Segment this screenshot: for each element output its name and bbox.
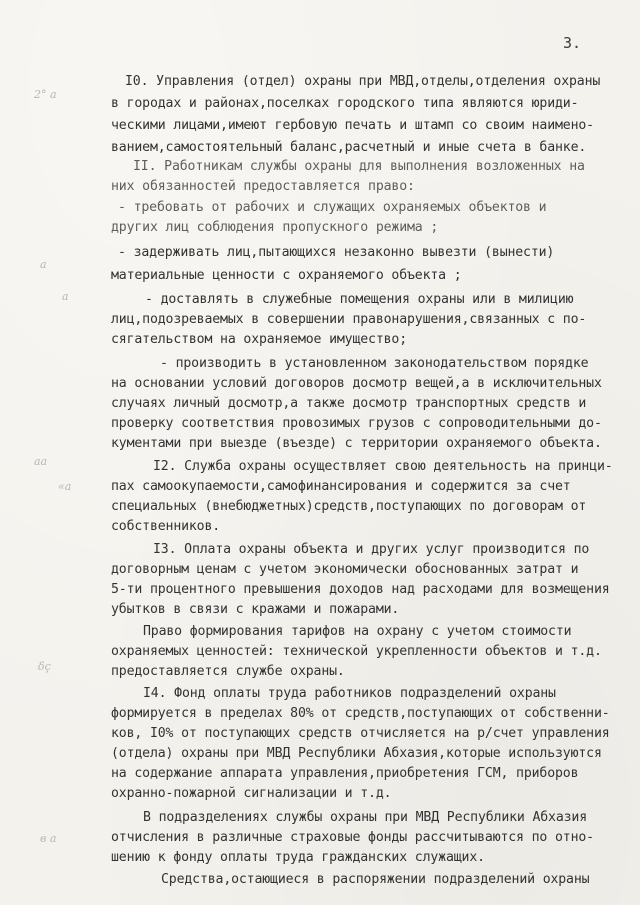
text-line: собственников. [111,519,221,534]
text-line: на основании условий договоров досмотр вещей,а в исключительных [111,376,602,391]
text-line: материальные ценности с охраняемого объекта ; [111,268,462,283]
text-line: них обязанностей предоставляется право: [111,179,415,194]
text-line: (отдела) охраны при МВД Республики Абхазия,которые используются [111,746,602,761]
text-line: формируется в пределах 80% от средств,поступающих от собственни- [111,706,610,721]
text-line: проверку соответствия провозимых грузов с сопроводительными до- [111,416,602,431]
text-line: лиц,подозреваемых в совершении правонарушения,связанных с по- [111,312,587,327]
text-line: других лиц соблюдения пропускного режима ; [111,220,439,235]
text-line: - задерживать лиц,пытающихся незаконно вывезти (вынести) [118,245,555,260]
text-line: I4. Фонд оплаты труда работников подразделений охраны [143,686,556,701]
text-line: убытков в связи с кражами и пожарами. [111,602,400,617]
text-line: ков, I0% от поступающих средств отчисляется на р/счет управления [111,726,610,741]
text-line: Средства,остающиеся в распоряжении подразделений охраны [161,872,590,887]
text-line: I2. Служба охраны осуществляет свою деятельность на принци- [153,459,613,474]
text-line: I3. Оплата охраны объекта и других услуг производится по [153,542,590,557]
text-line: пах самоокупаемости,самофинансирования и содержится за счет [111,479,571,494]
margin-mark: «а [58,480,72,493]
text-line: 5-ти процентного превышения доходов над расходами для возмещения [111,582,610,597]
text-line: договорным ценам с учетом экономически обоснованных затрат и [111,562,579,577]
text-line: II. Работникам службы охраны для выполнения возложенных на [133,159,585,174]
margin-mark: а [40,258,47,271]
margin-mark: δç [38,660,51,673]
text-line: отчисления в различные страховые фонды рассчитываются по отно- [111,830,594,845]
margin-mark: 2° а [34,88,57,101]
text-line: Право формирования тарифов на охрану с учетом стоимости [143,624,572,639]
text-line: В подразделениях службы охраны при МВД Республики Абхазия [143,810,588,825]
text-line: специальных (внебюджетных)средств,поступающих по договорам от [111,499,587,514]
text-line: в городах и районах,поселках городского типа являются юриди- [111,96,579,111]
text-line: - производить в установленном законодательством порядке [160,356,589,371]
text-line: I0. Управления (отдел) охраны при МВД,отделы,отделения охраны [125,74,601,89]
page-number: 3. [563,34,582,52]
margin-mark: аа [34,455,48,468]
text-line: охранно-пожарной сигнализации и т.д. [111,786,392,801]
margin-mark: в а [40,832,57,845]
text-line: - требовать от рабочих и служащих охраняемых объектов и [118,200,547,215]
text-line: - доставлять в служебные помещения охраны или в милицию [145,292,574,307]
text-line: случаях личный досмотр,а также досмотр транспортных средств и [111,396,587,411]
text-line: ческими лицами,имеют гербовую печать и штамп со своим наимено- [111,118,594,133]
text-line: охраняемых ценностей: технической укрепленности объектов и т.д. [111,644,602,659]
text-line: кументами при выезде (въезде) с территории охраняемого объекта. [111,436,602,451]
text-line: шению к фонду оплаты труда гражданских служащих. [111,850,485,865]
margin-mark: а [62,290,69,303]
text-line: ванием,самостоятельный баланс,расчетный и иные счета в банке. [111,140,587,155]
text-line: сягательством на охраняемое имущество; [111,332,408,347]
text-line: на содержание аппарата управления,приобретения ГСМ, приборов [111,766,579,781]
text-line: предоставляется службе охраны. [111,664,345,679]
